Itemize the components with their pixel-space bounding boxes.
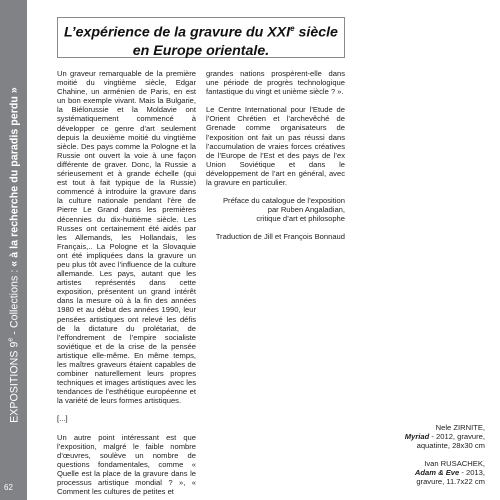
sidebar-subtitle: « à la recherche du paradis perdu » (7, 87, 20, 267)
preface-line-3: critique d’art et philosophe (256, 214, 345, 224)
right-paragraph-1: grandes nations prospèrent-elle dans une période de progrès technologique fantastique du vingt et unième siècle ? ». (206, 69, 345, 97)
caption-1-artist: Nele ZIRNITE, (435, 423, 485, 432)
caption-1-details-2: aquatinte, 28x30 cm (416, 441, 485, 451)
caption-1-details-1: - 2012, gravure, (429, 432, 485, 442)
title-line-1 (58, 20, 344, 42)
sidebar-running-title (7, 87, 20, 423)
page-number: 62 (4, 483, 13, 492)
left-paragraph-1: Un graveur remarquable de la première moitié du vingtième siècle, Edgar Chahine, un arménien de Paris, en est un bon exemple vivant. Mais la Bulgarie, la Biélorussie et la Moldavie ont systématiquement commencé à développer ce genre d’art seulement depuis la deuxième moitié du vingtième siècle. Des pays comme la Pologne et la Russie ont ouvert la voie à une façon différente de graver. Donc, la Russie a sérieusement et à grande échelle (qui est tout à fait typique de la Russie) commencé à introduire la gravure dans la culture nationale pendant l’ère de Pierre Le Grand dans les premières décennies du dix-huitième siècle. Les Russes ont certainement été aidés par les Allemands, les Hollandais, les Français,.. La Pologne et la Slovaquie ont été impliquées dans la gravure un peu plus tôt avec l’influence de la culture allemande. Les pays, autant que les artistes représentés dans cette exposition, présentent un grand intérêt dans la mesure où à la fin des années 1980 et au début des années 1990, leur pensées artistiques ont relevé les défis de la dictature du prolétariat, de l’effondrement de l’empire socialiste soviétique et de la crise de la pensée artistique elle-même. En même temps, les maîtres graveurs étaient capables de combiner naturellement leurs propres techniques et images artistiques avec les tendances de l’esthétique européenne et la variété de leurs formes artistiques. (57, 69, 196, 406)
sidebar (0, 0, 27, 500)
right-column (206, 69, 345, 242)
right-paragraph-2: Le Centre International pour l’Etude de l’Orient Chrétien et l’archevêché de Grenade comme organisateurs de l’exposition ont fait un pas réussi dans l’accumulation de vraies forces créatives de l’Europe de l’Est et des pays de l’ex Union Soviétique et dans le développement de l’art en général, avec la gravure en particulier. (206, 105, 345, 188)
left-paragraph-2: Un autre point intéressant est que l’exposition, malgré le faible nombre d’œuvres, soulève un nombre de questions fondamentales, comme « Quelle est la place de la gravure dans le processus artistique mondial ? », « Comment les cultures de petites et (57, 432, 196, 497)
caption-2-title: Adam & Eve (414, 468, 460, 478)
title-box (57, 17, 345, 58)
preface-line-2: par Ruben Angaladian, (267, 205, 345, 215)
caption-2-artist: Ivan RUSACHEK, (424, 459, 485, 469)
sidebar-series: EXPOSITIONS 9 (7, 341, 20, 423)
preface-line-1: Préface du catalogue de l’exposition (222, 196, 345, 206)
title-line-1-b: siècle (294, 24, 338, 41)
caption-1-title: Myriad (404, 432, 430, 442)
ellipsis: [...] (57, 414, 68, 424)
title-line-2: en Europe orientale. (132, 42, 270, 59)
title-line-1-a: L’expérience de la gravure du XXI (64, 24, 291, 41)
caption-1-line (335, 432, 485, 441)
caption-2-line (335, 468, 485, 477)
sidebar-collection: - Collections : (7, 266, 20, 338)
title-line-1-sup: e (290, 24, 295, 33)
left-column (57, 69, 196, 496)
translation-credit: Traduction de Jill et François Bonnaud (215, 232, 345, 242)
caption-2-details-2: gravure, 11.7x22 cm (416, 477, 485, 487)
image-captions (335, 423, 485, 487)
sidebar-series-sup: e (7, 337, 15, 342)
caption-2-details-1: - 2013, (459, 468, 485, 478)
